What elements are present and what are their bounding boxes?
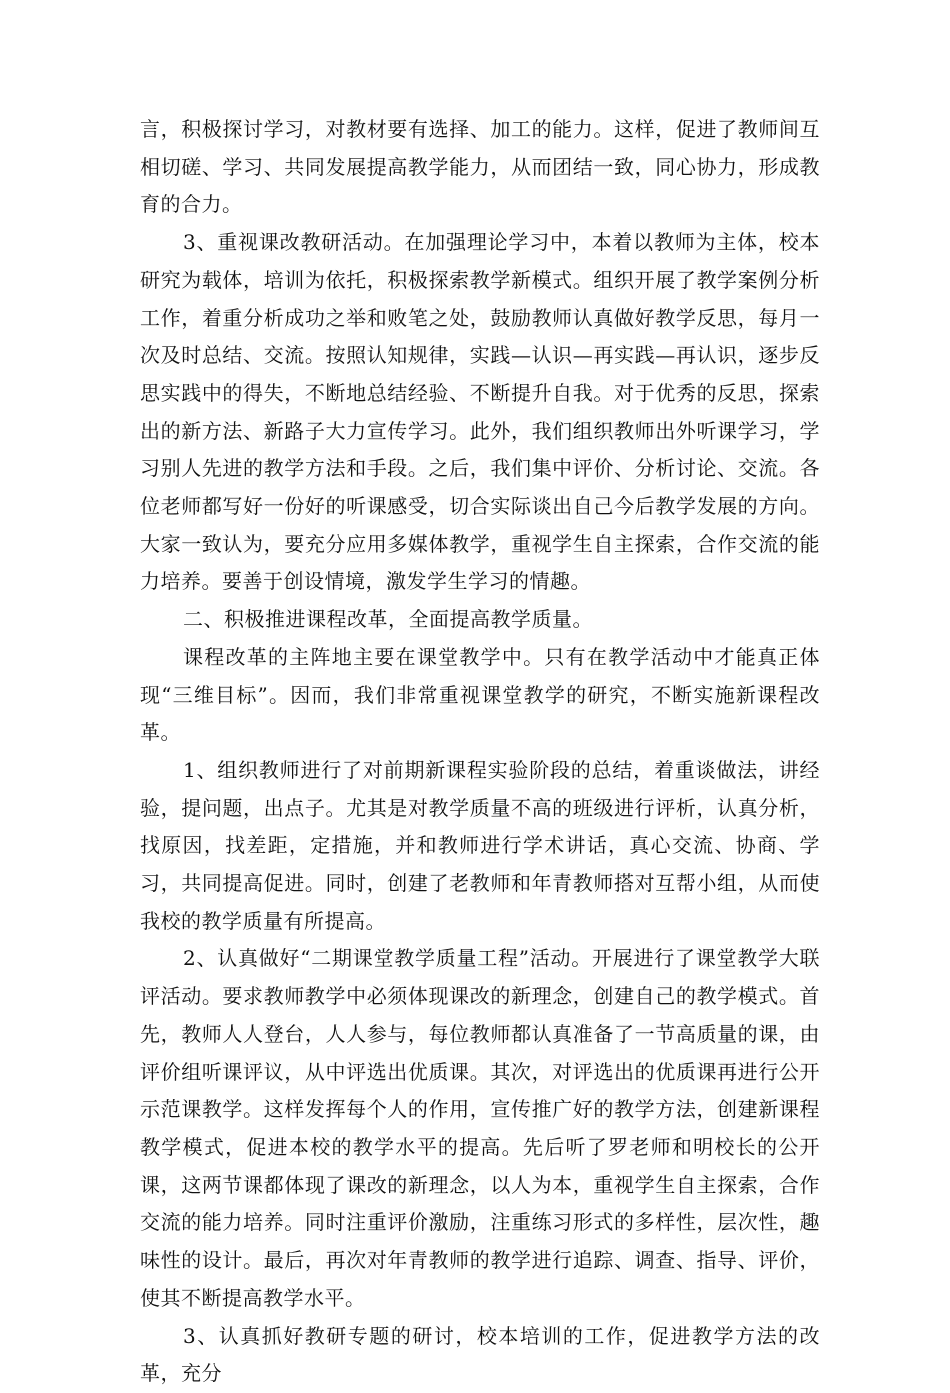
paragraph-item-2: 2、认真做好“二期课堂教学质量工程”活动。开展进行了课堂教学大联评活动。要求教师教学中必须体现课改的新理念，创建自己的教学模式。首先，教师人人登台，人人参与，每位教师都认真准备了一节高质量的课，由评价组听课评议，从中评选出优质课。其次，对评选出的优质课再进行公开示范课教学。这样发挥每个人的作用，宣传推广好的教学方法，创建新课程教学模式，促进本校的教学水平的提高。先后听了罗老师和明校长的公开课，这两节课都体现了课改的新理念，以人为本，重视学生自主探索，合作交流的能力培养。同时注重评价激励，注重练习形式的多样性，层次性，趣味性的设计。最后，再次对年青教师的教学进行追踪、调查、指导、评价，使其不断提高教学水平。 xyxy=(140,946,820,1310)
section-heading-curriculum-reform: 二、积极推进课程改革，全面提高教学质量。 xyxy=(183,607,593,632)
paragraph-teaching-research: 3、重视课改教研活动。在加强理论学习中，本着以教师为主体，校本研究为载体，培训为依托，积极探索教学新模式。组织开展了教学案例分析工作，着重分析成功之举和败笔之处，鼓励教师认真做好教学反思，每月一次及时总结、交流。按照认知规律，实践—认识—再实践—再认识，逐步反思实践中的得失，不断地总结经验、不断提升自我。对于优秀的反思，探索出的新方法、新路子大力宣传学习。此外，我们组织教师出外听课学习，学习别人先进的教学方法和手段。之后，我们集中评价、分析讨论、交流。各位老师都写好一份好的听课感受，切合实际谈出自己今后教学发展的方向。大家一致认为，要充分应用多媒体教学，重视学生自主探索，合作交流的能力培养。要善于创设情境，激发学生学习的情趣。 xyxy=(140,230,820,594)
document-body xyxy=(140,111,820,1393)
paragraph-continuation: 言，积极探讨学习，对教材要有选择、加工的能力。这样，促进了教师间互相切磋、学习、共同发展提高教学能力，从而团结一致，同心协力，形成教育的合力。 xyxy=(140,117,820,217)
paragraph-item-1: 1、组织教师进行了对前期新课程实验阶段的总结，着重谈做法，讲经验，提问题，出点子。尤其是对教学质量不高的班级进行评析，认真分析，找原因，找差距，定措施，并和教师进行学术讲话，真心交流、协商、学习，共同提高促进。同时，创建了老教师和年青教师搭对互帮小组，从而使我校的教学质量有所提高。 xyxy=(140,757,820,933)
paragraph-item-3: 3、认真抓好教研专题的研讨，校本培训的工作，促进教学方法的改革，充分 xyxy=(140,1323,820,1386)
paragraph-curriculum-intro: 课程改革的主阵地主要在课堂教学中。只有在教学活动中才能真正体现“三维目标”。因而，我们非常重视课堂教学的研究，不断实施新课程改革。 xyxy=(140,644,820,745)
